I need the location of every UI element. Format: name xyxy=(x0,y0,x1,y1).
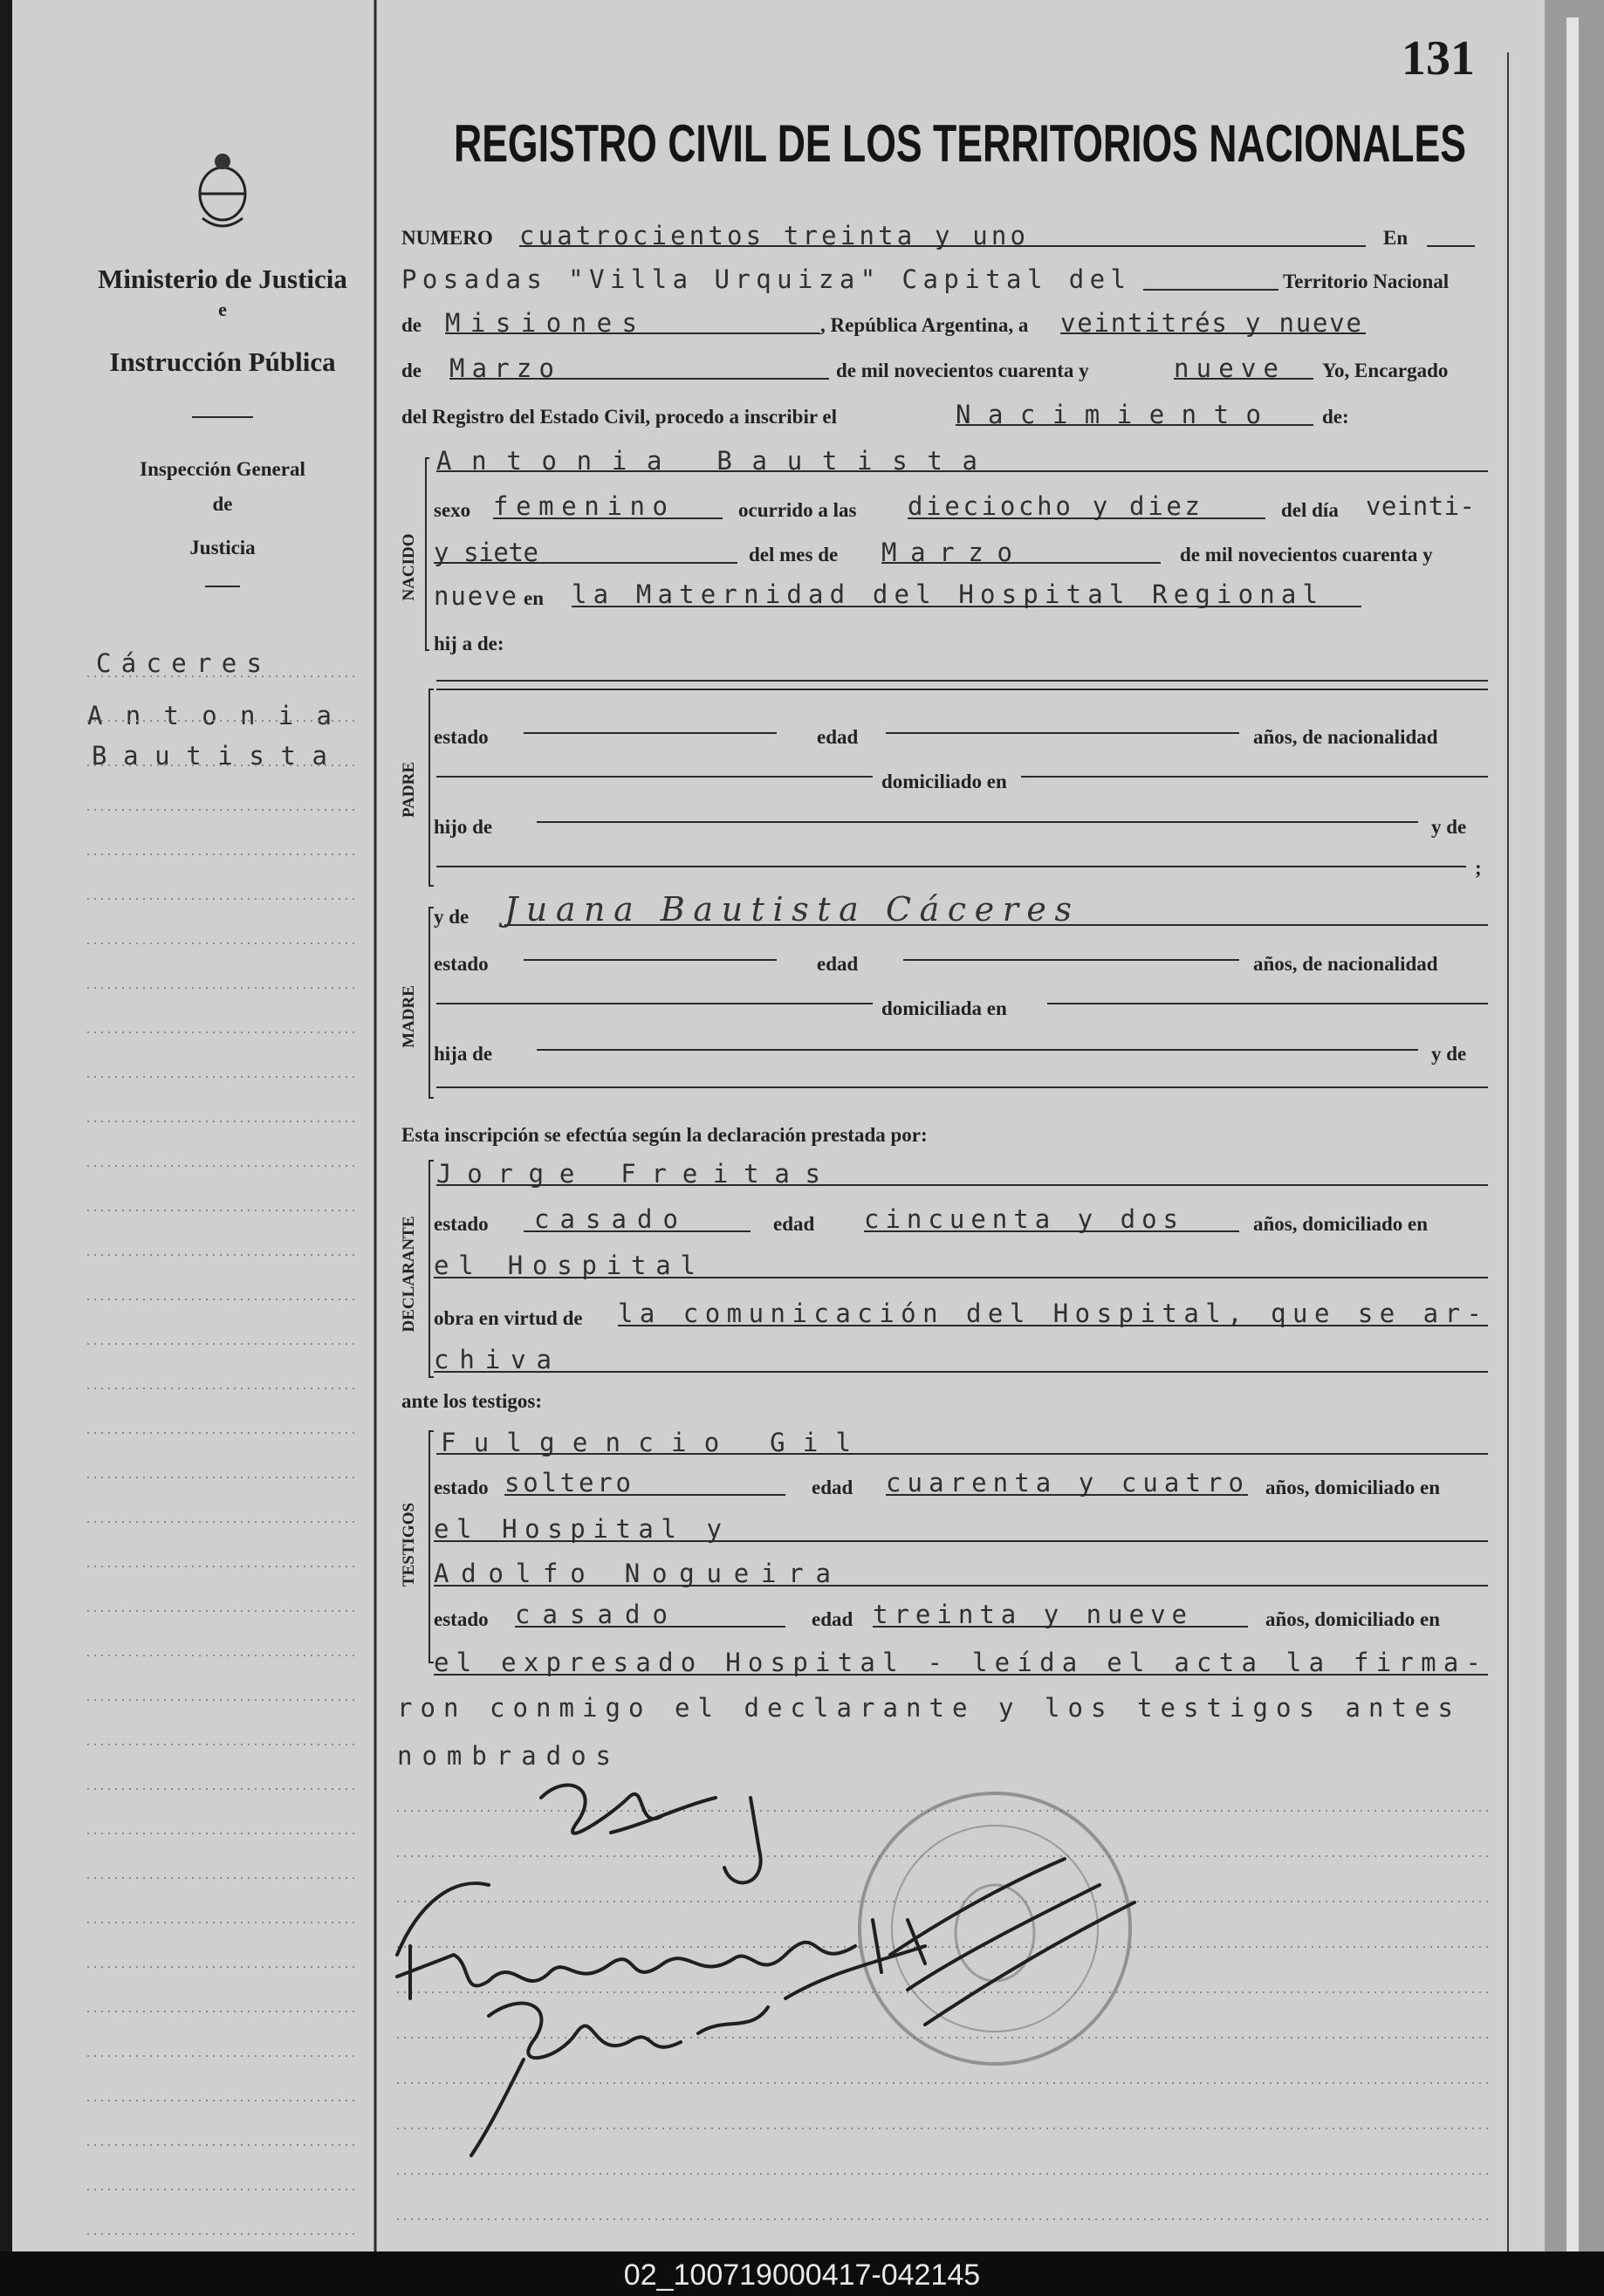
label-decl-estado: estado xyxy=(434,1213,489,1235)
coat-of-arms-icon xyxy=(200,154,245,226)
signature-declarante xyxy=(541,1785,761,1883)
side-testigos: TESTIGOS xyxy=(400,1502,418,1587)
label-decl-edad: edad xyxy=(773,1213,815,1235)
label-padre-semicolon: ; xyxy=(1475,857,1482,879)
hand-testigo2-estado: casado xyxy=(515,1600,668,1629)
label-republica: , República Argentina, a xyxy=(820,314,1029,336)
side-padre: PADRE xyxy=(400,761,418,819)
label-madre-hija-de: hija de xyxy=(434,1043,493,1065)
hand-decl-estado: casado xyxy=(534,1204,678,1234)
label-padre-edad: edad xyxy=(817,726,859,748)
hand-mes-nacimiento: Marzo xyxy=(881,538,1012,567)
registry-stamp xyxy=(860,1793,1130,2064)
signature-adolfo-nogueira xyxy=(471,1946,925,2155)
margin-second-name: Bautista xyxy=(92,741,327,771)
hand-dia-inscripcion: veintitrés y nueve xyxy=(1060,308,1361,338)
hand-obra-1: la comunicación del Hospital, que se ar- xyxy=(618,1299,1483,1328)
margin-given-name: Antonia xyxy=(87,701,332,730)
hand-numero: cuatrocientos treinta y uno xyxy=(519,221,1025,250)
hand-place: Posadas "Villa Urquiza" Capital del xyxy=(401,264,1126,294)
label-t1-domicilio: años, domiciliado en xyxy=(1265,1477,1441,1498)
side-madre: MADRE xyxy=(400,985,418,1048)
label-t1-edad: edad xyxy=(812,1477,853,1498)
label-madre-edad: edad xyxy=(817,953,859,975)
label-hija-de: hij a de: xyxy=(434,633,504,655)
ministry-line-2: e xyxy=(218,298,227,320)
label-padre-hijo-de: hijo de xyxy=(434,816,493,838)
label-de-mil-1: de mil novecientos cuarenta y xyxy=(836,360,1089,381)
label-del-dia: del día xyxy=(1281,499,1339,521)
inspection-line-2: de xyxy=(212,493,233,515)
document-title: REGISTRO CIVIL DE LOS TERRITORIOS NACIONALES xyxy=(454,114,1466,173)
margin-ruling xyxy=(87,676,358,2234)
label-madre-nacionalidad: años, de nacionalidad xyxy=(1253,953,1438,975)
label-obra: obra en virtud de xyxy=(434,1307,583,1329)
label-ocurrido: ocurrido a las xyxy=(738,499,857,521)
hand-testigo2-nombre: Adolfo Nogueira xyxy=(434,1559,831,1588)
hand-dia-nacimiento-1: veinti- xyxy=(1366,491,1475,521)
hand-closing-1: el expresado Hospital - leída el acta la firma- xyxy=(434,1648,1482,1677)
hand-testigo1-estado: soltero xyxy=(504,1468,631,1498)
page-number: 131 xyxy=(1402,31,1475,86)
hand-decl-domicilio: el Hospital xyxy=(434,1251,696,1280)
label-padre-nacionalidad: años, de nacionalidad xyxy=(1253,726,1438,748)
signature-fulgencio-gil xyxy=(397,1859,1134,2025)
label-yo: Yo, Encargado xyxy=(1322,360,1449,381)
label-territorio: Territorio Nacional xyxy=(1283,271,1450,292)
side-nacido: NACIDO xyxy=(400,533,418,601)
label-de-mil-2: de mil novecientos cuarenta y xyxy=(1180,544,1433,565)
label-de-2: de xyxy=(401,360,422,381)
margin-surname: Cáceres xyxy=(96,648,262,678)
hand-nombre: Antonia Bautista xyxy=(436,446,977,476)
label-madre-estado: estado xyxy=(434,953,489,975)
hand-testigo1-nombre: Fulgencio Gil xyxy=(441,1428,851,1457)
label-t2-edad: edad xyxy=(812,1608,853,1630)
label-madre-domicilio: domiciliada en xyxy=(881,997,1007,1019)
label-t2-domicilio: años, domiciliado en xyxy=(1265,1608,1441,1630)
inspection-line-1: Inspección General xyxy=(140,458,305,480)
label-en: En xyxy=(1383,227,1409,249)
label-madre-y-de: y de xyxy=(434,906,470,928)
hand-obra-2: chiva xyxy=(434,1345,552,1374)
hand-sexo: femenino xyxy=(493,491,668,521)
label-t1-estado: estado xyxy=(434,1477,489,1498)
hand-closing-3: nombrados xyxy=(397,1741,611,1771)
label-padre-y-de: y de xyxy=(1431,816,1467,838)
label-numero: NUMERO xyxy=(401,227,493,249)
hand-lugar: la Maternidad del Hospital Regional xyxy=(572,579,1318,609)
hand-anio-nacimiento: nueve xyxy=(434,581,517,611)
hand-declarante: Jorge Freitas xyxy=(436,1159,820,1189)
label-de-1: de xyxy=(401,314,422,336)
label-ante-testigos: ante los testigos: xyxy=(401,1390,542,1412)
label-sexo: sexo xyxy=(434,499,471,521)
inspection-line-3: Justicia xyxy=(189,537,256,559)
label-en-2: en xyxy=(524,587,544,609)
label-registro: del Registro del Estado Civil, procedo a inscribir el xyxy=(401,406,837,428)
label-padre-domicilio: domiciliado en xyxy=(881,771,1007,792)
label-inscripcion: Esta inscripción se efectúa según la declaración prestada por: xyxy=(401,1124,928,1146)
hand-acto: Nacimiento xyxy=(956,400,1261,429)
hand-provincia: Misiones xyxy=(445,308,637,338)
hand-madre: Juana Bautista Cáceres xyxy=(504,890,1072,929)
label-t2-estado: estado xyxy=(434,1608,489,1630)
ministry-line-1: Ministerio de Justicia xyxy=(98,264,347,294)
label-madre-y-de2: y de xyxy=(1431,1043,1467,1065)
label-del-mes: del mes de xyxy=(749,544,839,565)
hand-testigo2-edad: treinta y nueve xyxy=(873,1600,1187,1629)
hand-dia-nacimiento-2: y siete xyxy=(434,538,538,567)
side-declarante: DECLARANTE xyxy=(400,1216,418,1333)
label-de-colon: de: xyxy=(1322,406,1349,428)
hand-decl-edad: cincuenta y dos xyxy=(864,1204,1178,1234)
hand-anio-inscripcion: nueve xyxy=(1174,353,1278,383)
hand-hora: dieciocho y diez xyxy=(908,491,1200,521)
hand-testigo1-edad: cuarenta y cuatro xyxy=(886,1468,1244,1498)
page-stack-edge xyxy=(1566,17,1579,2251)
label-decl-domicilio: años, domiciliado en xyxy=(1253,1213,1429,1235)
hand-mes-inscripcion: Marzo xyxy=(449,353,554,383)
hand-closing-2: ron conmigo el declarante y los testigos antes xyxy=(397,1693,1454,1723)
label-padre-estado: estado xyxy=(434,726,489,748)
hand-testigo1-domicilio: el Hospital y xyxy=(434,1514,722,1544)
image-id-caption: 02_100719000417-042145 xyxy=(623,2258,981,2292)
ministry-line-3: Instrucción Pública xyxy=(109,346,336,377)
